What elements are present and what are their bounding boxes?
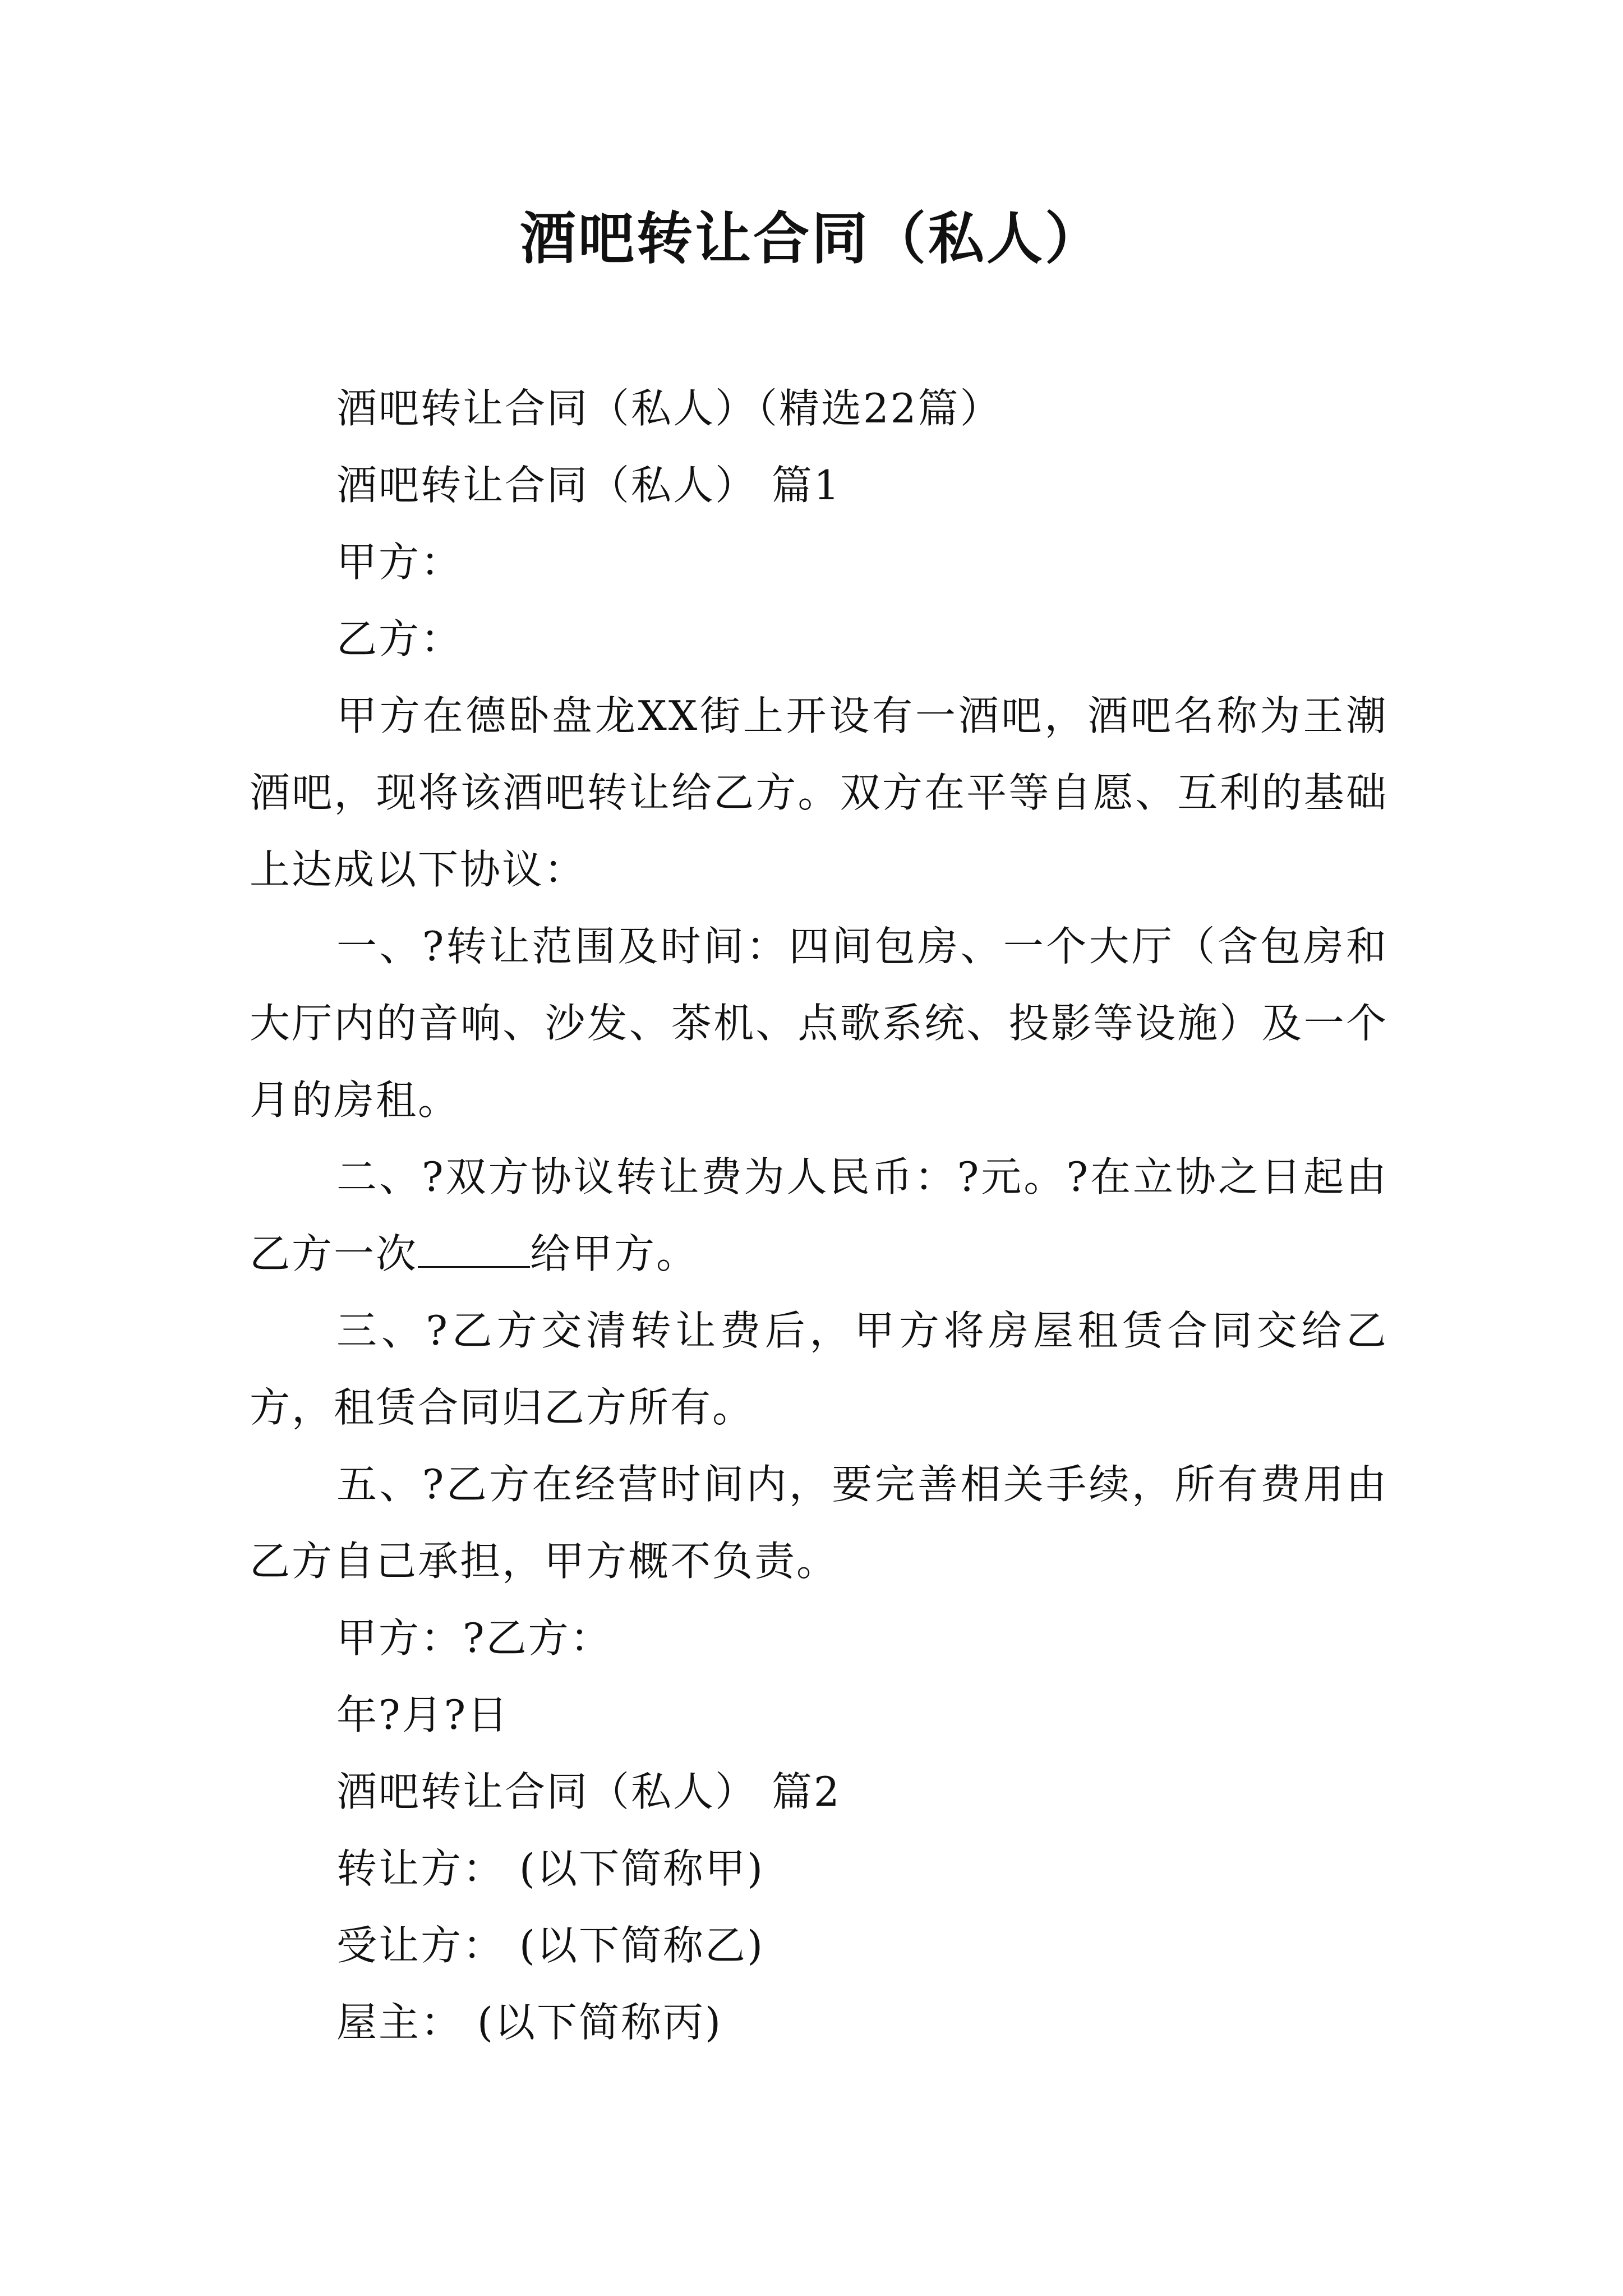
blank-underline <box>418 1232 530 1268</box>
landlord-line: 屋主： (以下简称丙) <box>336 1999 723 2046</box>
clause-2-text: 二、?双方协议转让费为人民币：?元。?在立协之日起由乙方一次 <box>250 1153 1388 1277</box>
party-a-line: 甲方： <box>336 539 463 586</box>
date-line: 年?月?日 <box>336 1691 510 1738</box>
signature-line: 甲方：?乙方： <box>336 1614 612 1662</box>
transferee-line: 受让方： (以下简称乙) <box>336 1922 765 1969</box>
clause-2 <box>250 1139 1388 1292</box>
clause-5: 五、?乙方在经营时间内，要完善相关手续，所有费用由乙方自己承担，甲方概不负责。 <box>250 1461 1388 1585</box>
transferor-line: 转让方： (以下简称甲) <box>336 1845 765 1892</box>
party-b-line: 乙方： <box>336 615 463 662</box>
clause-2-text-end: 给甲方。 <box>530 1230 699 1277</box>
document-subtitle: 酒吧转让合同（私人）（精选22篇） <box>336 385 1002 432</box>
intro-paragraph: 甲方在德卧盘龙XX街上开设有一酒吧，酒吧名称为王潮酒吧，现将该酒吧转让给乙方。双方在平等自愿、互利的基础上达成以下协议： <box>250 692 1388 893</box>
section-heading: 酒吧转让合同（私人） 篇2 <box>336 1768 841 1815</box>
clause-3: 三、?乙方交清转让费后，甲方将房屋租赁合同交给乙方，租赁合同归乙方所有。 <box>250 1307 1388 1431</box>
document-title: 酒吧转让合同（私人） <box>520 205 1103 272</box>
clause-1: 一、?转让范围及时间：四间包房、一个大厅（含包房和大厅内的音响、沙发、茶机、点歌系统、投影等设施）及一个月的房租。 <box>250 923 1388 1124</box>
section-heading: 酒吧转让合同（私人） 篇1 <box>336 462 841 509</box>
document-body <box>250 370 1388 2061</box>
